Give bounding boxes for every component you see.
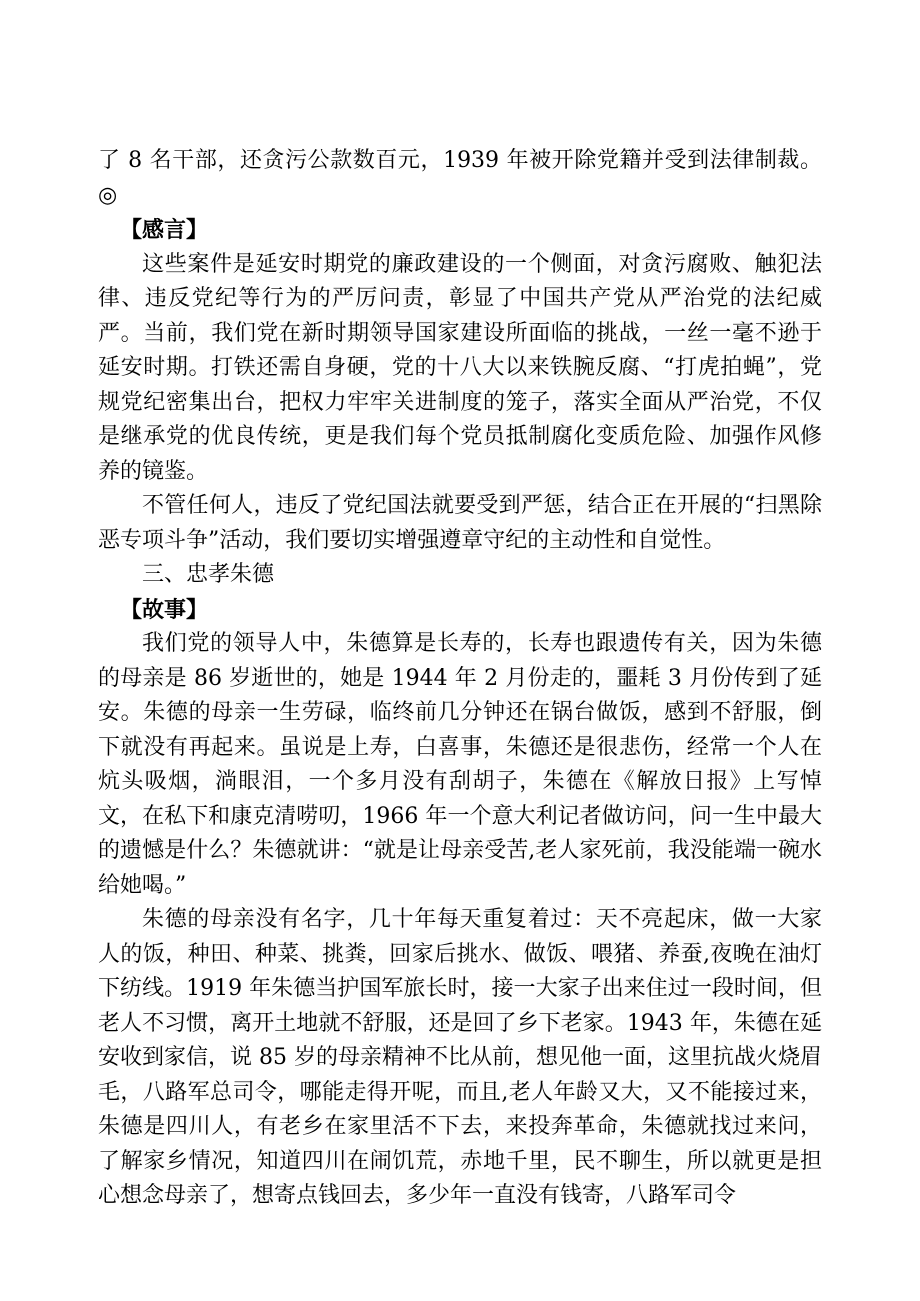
section-heading-reflection: 【感言】 [120,217,209,243]
body-paragraph: 不管任何人，违反了党纪国法就要受到严惩，结合正在开展的“扫黑除恶专项斗争”活动，我们要切实增强遵章守纪的主动性和自觉性。 [98,493,822,553]
section-heading-story: 【故事】 [120,596,209,623]
chapter-heading: 三、忠孝朱德 [142,562,275,587]
body-paragraph: 朱德的母亲没有名字，几十年每天重复着过：天不亮起床，做一大家人的饭，种田、种菜、挑粪，回家后挑水、做饭、喂猪、养蚕,夜晚在油灯下纺线。1919 年朱德当护国军旅长时，接一大家子出来住过一段时间，但老人不习惯，离开土地就不舒服，还是回了乡下老家。1943 年，朱德在延安收到家信，说 85 岁的母亲精神不比从前，想见他一面，这里抗战火烧眉毛，八路军总司令，哪能走得开呢，而且,老人年龄又大，又不能接过来，朱德是四川人，有老乡在家里活不下去，来投奔革命，朱德就找过来问，了解家乡情况，知道四川在闹饥荒，赤地千里，民不聊生，所以就更是担心想念母亲了，想寄点钱回去，多少年一直没有钱寄，八路军司令 [98,907,822,1208]
body-paragraph: 我们党的领导人中，朱德算是长寿的，长寿也跟遗传有关，因为朱德的母亲是 86 岁逝世的，她是 1944 年 2 月份走的，噩耗 3 月份传到了延安。朱德的母亲一生劳碌，临终前几分钟还在锅台做饭，感到不舒服，倒下就没有再起来。虽说是上寿，白喜事，朱德还是很悲伤，经常一个人在炕头吸烟，淌眼泪，一个多月没有刮胡子，朱德在《解放日报》上写悼文，在私下和康克清唠叨，1966 年一个意大利记者做访问，问一生中最大的遗憾是什么？朱德就讲：“就是让母亲受苦,老人家死前，我没能端一碗水给她喝。” [98,631,822,898]
body-paragraph: 这些案件是延安时期党的廉政建设的一个侧面，对贪污腐败、触犯法律、违反党纪等行为的严厉问责，彰显了中国共产党从严治党的法纪威严。当前，我们党在新时期领导国家建设所面临的挑战，一丝一毫不逊于延安时期。打铁还需自身硬，党的十八大以来铁腕反腐、“打虎拍蝇”，党规党纪密集出台，把权力牢牢关进制度的笼子，落实全面从严治党，不仅是继承党的优良传统，更是我们每个党员抵制腐化变质危险、加强作风修养的镜鉴。 [98,251,822,484]
continuation-paragraph: 了 8 名干部，还贪污公款数百元，1939 年被开除党籍并受到法律制裁。◎ [98,148,822,208]
document-page [98,144,822,1214]
